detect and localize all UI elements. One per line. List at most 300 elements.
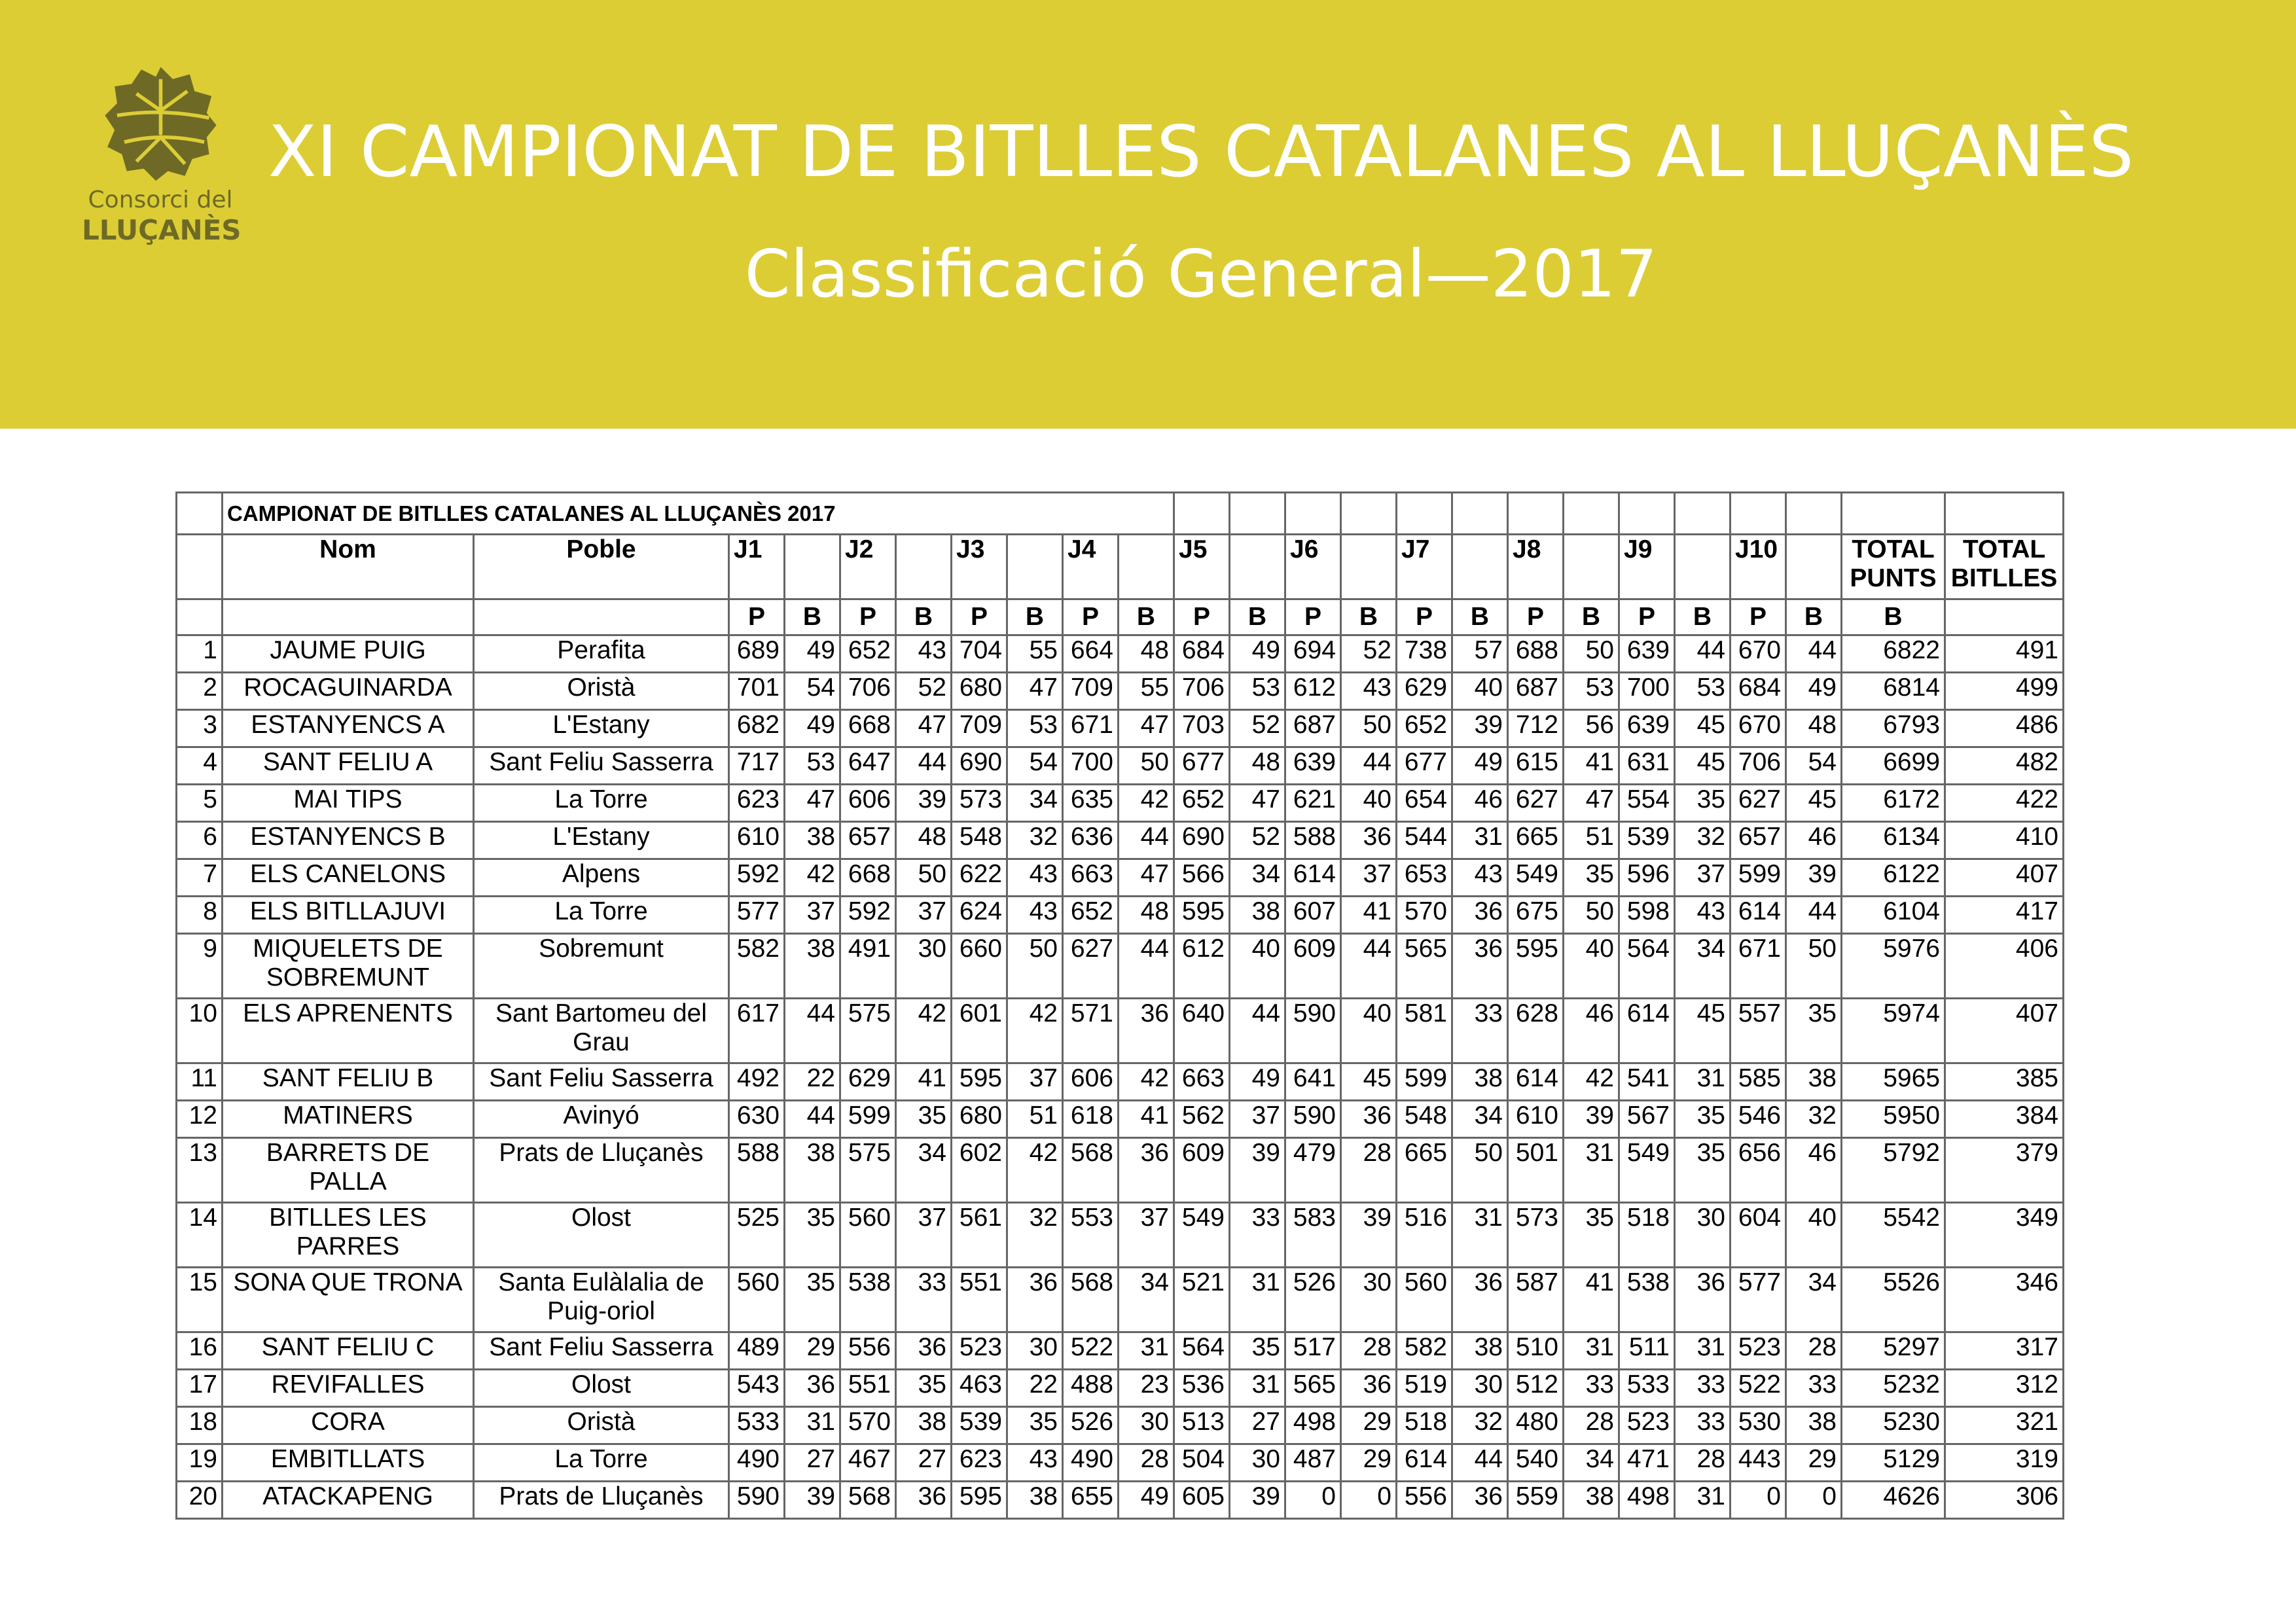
score-cell: 44 <box>1452 1444 1508 1482</box>
blank-cell <box>1842 493 1945 535</box>
score-cell: 36 <box>1675 1268 1731 1332</box>
score-cell: 623 <box>952 1444 1007 1482</box>
score-cell: 479 <box>1285 1138 1341 1203</box>
score-cell: 581 <box>1397 999 1452 1063</box>
score-cell: 40 <box>1786 1203 1842 1268</box>
score-cell: 47 <box>1119 710 1174 747</box>
total-bitlles-cell: 410 <box>1945 822 2064 859</box>
score-cell: 27 <box>785 1444 840 1482</box>
table-row <box>177 1203 2064 1268</box>
table-caption: CAMPIONAT DE BITLLES CATALANES AL LLUÇANÈS 2017 <box>223 493 1174 535</box>
table-row <box>177 934 2064 999</box>
score-cell: 548 <box>952 822 1007 859</box>
score-cell: 36 <box>1452 897 1508 934</box>
total-punts-cell: 5129 <box>1842 1444 1945 1482</box>
score-cell: 606 <box>840 785 896 822</box>
blank-cell <box>1397 493 1452 535</box>
score-cell: 556 <box>1397 1482 1452 1519</box>
team-name-cell: SONA QUE TRONA <box>223 1268 474 1332</box>
score-cell: 700 <box>1063 747 1119 785</box>
score-cell: 49 <box>1786 673 1842 710</box>
score-cell: 629 <box>840 1063 896 1101</box>
blank-cell <box>1786 535 1842 599</box>
score-cell: 41 <box>1341 897 1397 934</box>
blank-cell <box>1619 493 1675 535</box>
col-round: J7 <box>1397 535 1452 599</box>
score-cell: 37 <box>1007 1063 1063 1101</box>
sub-b: B <box>1786 599 1842 635</box>
score-cell: 53 <box>1230 673 1285 710</box>
score-cell: 575 <box>840 1138 896 1203</box>
score-cell: 40 <box>1230 934 1285 999</box>
score-cell: 41 <box>1564 1268 1619 1332</box>
total-punts-cell: 6699 <box>1842 747 1945 785</box>
score-cell: 660 <box>952 934 1007 999</box>
score-cell: 599 <box>1397 1063 1452 1101</box>
total-bitlles-cell: 422 <box>1945 785 2064 822</box>
logo-line1: Consorci del <box>88 187 233 213</box>
score-cell: 709 <box>1063 673 1119 710</box>
score-cell: 38 <box>1452 1063 1508 1101</box>
total-punts-cell: 5792 <box>1842 1138 1945 1203</box>
score-cell: 40 <box>1341 785 1397 822</box>
rank-cell: 12 <box>177 1101 223 1138</box>
score-cell: 682 <box>729 710 785 747</box>
logo-line2: LLUÇANÈS <box>82 214 242 246</box>
score-cell: 48 <box>1119 897 1174 934</box>
blank-cell <box>177 599 223 635</box>
score-cell: 480 <box>1508 1407 1564 1444</box>
score-cell: 39 <box>896 785 952 822</box>
team-name-cell: JAUME PUIG <box>223 635 474 673</box>
score-cell: 33 <box>1230 1203 1285 1268</box>
sub-p: P <box>1063 599 1119 635</box>
score-cell: 50 <box>1564 635 1619 673</box>
blank-cell <box>1452 535 1508 599</box>
score-cell: 627 <box>1063 934 1119 999</box>
total-punts-cell: 6822 <box>1842 635 1945 673</box>
score-cell: 44 <box>1675 635 1731 673</box>
score-cell: 48 <box>1119 635 1174 673</box>
score-cell: 590 <box>1285 999 1341 1063</box>
score-cell: 31 <box>1675 1063 1731 1101</box>
table-row <box>177 1444 2064 1482</box>
score-cell: 37 <box>1119 1203 1174 1268</box>
score-cell: 490 <box>1063 1444 1119 1482</box>
score-cell: 38 <box>896 1407 952 1444</box>
total-bitlles-cell: 317 <box>1945 1332 2064 1370</box>
total-bitlles-cell: 384 <box>1945 1101 2064 1138</box>
blank-cell <box>177 535 223 599</box>
sub-b: B <box>1452 599 1508 635</box>
score-cell: 39 <box>1786 859 1842 897</box>
score-cell: 671 <box>1063 710 1119 747</box>
score-cell: 595 <box>1174 897 1230 934</box>
score-cell: 605 <box>1174 1482 1230 1519</box>
score-cell: 551 <box>952 1268 1007 1332</box>
score-cell: 37 <box>1341 859 1397 897</box>
score-cell: 668 <box>840 859 896 897</box>
score-cell: 31 <box>1230 1268 1285 1332</box>
rank-cell: 2 <box>177 673 223 710</box>
table-row <box>177 1101 2064 1138</box>
score-cell: 35 <box>896 1370 952 1407</box>
score-cell: 671 <box>1731 934 1786 999</box>
town-cell: La Torre <box>474 897 729 934</box>
score-cell: 700 <box>1619 673 1675 710</box>
town-cell: Sant Feliu Sasserra <box>474 747 729 785</box>
score-cell: 516 <box>1397 1203 1452 1268</box>
col-round: J4 <box>1063 535 1119 599</box>
score-cell: 33 <box>1786 1370 1842 1407</box>
rank-cell: 13 <box>177 1138 223 1203</box>
score-cell: 50 <box>1564 897 1619 934</box>
blank-cell <box>1945 493 2064 535</box>
score-cell: 46 <box>1452 785 1508 822</box>
table-row <box>177 1482 2064 1519</box>
score-cell: 596 <box>1619 859 1675 897</box>
score-cell: 544 <box>1397 822 1452 859</box>
table-row <box>177 1332 2064 1370</box>
score-cell: 42 <box>1564 1063 1619 1101</box>
score-cell: 31 <box>1675 1332 1731 1370</box>
score-cell: 50 <box>1007 934 1063 999</box>
team-name-cell: MIQUELETS DE SOBREMUNT <box>223 934 474 999</box>
score-cell: 36 <box>896 1482 952 1519</box>
score-cell: 34 <box>1230 859 1285 897</box>
sub-b: B <box>785 599 840 635</box>
score-cell: 706 <box>1174 673 1230 710</box>
score-cell: 570 <box>1397 897 1452 934</box>
rank-cell: 20 <box>177 1482 223 1519</box>
score-cell: 471 <box>1619 1444 1675 1482</box>
score-cell: 627 <box>1508 785 1564 822</box>
score-cell: 28 <box>1341 1138 1397 1203</box>
score-cell: 607 <box>1285 897 1341 934</box>
score-cell: 590 <box>1285 1101 1341 1138</box>
caption-row <box>177 493 2064 535</box>
score-cell: 539 <box>1619 822 1675 859</box>
col-total-bitlles: TOTAL BITLLES <box>1945 535 2064 599</box>
score-cell: 40 <box>1341 999 1397 1063</box>
score-cell: 565 <box>1397 934 1452 999</box>
score-cell: 617 <box>729 999 785 1063</box>
score-cell: 52 <box>1341 635 1397 673</box>
score-cell: 52 <box>896 673 952 710</box>
score-cell: 498 <box>1619 1482 1675 1519</box>
score-cell: 488 <box>1063 1370 1119 1407</box>
score-cell: 519 <box>1397 1370 1452 1407</box>
score-cell: 36 <box>1007 1268 1063 1332</box>
score-cell: 556 <box>840 1332 896 1370</box>
score-cell: 624 <box>952 897 1007 934</box>
score-cell: 30 <box>1007 1332 1063 1370</box>
score-cell: 687 <box>1508 673 1564 710</box>
table-row <box>177 673 2064 710</box>
score-cell: 47 <box>1230 785 1285 822</box>
score-cell: 32 <box>1007 822 1063 859</box>
total-bitlles-cell: 482 <box>1945 747 2064 785</box>
score-cell: 31 <box>1230 1370 1285 1407</box>
table-row <box>177 1268 2064 1332</box>
score-cell: 49 <box>1452 747 1508 785</box>
score-cell: 549 <box>1619 1138 1675 1203</box>
score-cell: 39 <box>1230 1482 1285 1519</box>
score-cell: 652 <box>1063 897 1119 934</box>
score-cell: 30 <box>1230 1444 1285 1482</box>
blank-cell <box>1174 493 1230 535</box>
score-cell: 31 <box>1564 1332 1619 1370</box>
score-cell: 36 <box>1452 1482 1508 1519</box>
town-cell: Prats de Lluçanès <box>474 1138 729 1203</box>
score-cell: 28 <box>1119 1444 1174 1482</box>
score-cell: 49 <box>1230 1063 1285 1101</box>
score-cell: 601 <box>952 999 1007 1063</box>
score-cell: 690 <box>952 747 1007 785</box>
score-cell: 551 <box>840 1370 896 1407</box>
score-cell: 592 <box>840 897 896 934</box>
score-cell: 549 <box>1174 1203 1230 1268</box>
score-cell: 37 <box>1675 859 1731 897</box>
score-cell: 565 <box>1285 1370 1341 1407</box>
score-cell: 35 <box>1675 1138 1731 1203</box>
total-punts-cell: 6104 <box>1842 897 1945 934</box>
team-name-cell: BARRETS DE PALLA <box>223 1138 474 1203</box>
classification-table <box>175 491 2064 1520</box>
town-cell: Perafita <box>474 635 729 673</box>
score-cell: 573 <box>1508 1203 1564 1268</box>
score-cell: 54 <box>785 673 840 710</box>
score-cell: 612 <box>1174 934 1230 999</box>
score-cell: 560 <box>840 1203 896 1268</box>
total-bitlles-cell: 319 <box>1945 1444 2064 1482</box>
score-cell: 45 <box>1675 747 1731 785</box>
score-cell: 36 <box>1452 934 1508 999</box>
total-bitlles-cell: 499 <box>1945 673 2064 710</box>
score-cell: 49 <box>785 635 840 673</box>
blank-cell <box>1230 493 1285 535</box>
score-cell: 0 <box>1341 1482 1397 1519</box>
score-cell: 575 <box>840 999 896 1063</box>
blank-cell <box>785 535 840 599</box>
score-cell: 41 <box>1564 747 1619 785</box>
score-cell: 501 <box>1508 1138 1564 1203</box>
score-cell: 35 <box>1007 1407 1063 1444</box>
score-cell: 34 <box>1007 785 1063 822</box>
score-cell: 50 <box>1452 1138 1508 1203</box>
score-cell: 614 <box>1508 1063 1564 1101</box>
score-cell: 52 <box>1230 710 1285 747</box>
score-cell: 33 <box>896 1268 952 1332</box>
score-cell: 487 <box>1285 1444 1341 1482</box>
score-cell: 582 <box>1397 1332 1452 1370</box>
total-bitlles-cell: 379 <box>1945 1138 2064 1203</box>
total-bitlles-cell: 321 <box>1945 1407 2064 1444</box>
score-cell: 53 <box>785 747 840 785</box>
score-cell: 703 <box>1174 710 1230 747</box>
score-cell: 50 <box>1341 710 1397 747</box>
score-cell: 43 <box>1007 1444 1063 1482</box>
page-subtitle: Classificació General—2017 <box>744 236 1658 312</box>
score-cell: 36 <box>1341 1370 1397 1407</box>
score-cell: 595 <box>952 1063 1007 1101</box>
score-cell: 28 <box>1341 1332 1397 1370</box>
rank-cell: 7 <box>177 859 223 897</box>
town-cell: Oristà <box>474 673 729 710</box>
blank-cell <box>1786 493 1842 535</box>
total-punts-cell: 6172 <box>1842 785 1945 822</box>
score-cell: 538 <box>840 1268 896 1332</box>
score-cell: 46 <box>1564 999 1619 1063</box>
table-row <box>177 1138 2064 1203</box>
score-cell: 588 <box>729 1138 785 1203</box>
team-name-cell: ELS CANELONS <box>223 859 474 897</box>
town-cell: Alpens <box>474 859 729 897</box>
score-cell: 704 <box>952 635 1007 673</box>
score-cell: 536 <box>1174 1370 1230 1407</box>
score-cell: 36 <box>785 1370 840 1407</box>
team-name-cell: ESTANYENCS A <box>223 710 474 747</box>
score-cell: 641 <box>1285 1063 1341 1101</box>
score-cell: 570 <box>840 1407 896 1444</box>
blank-cell <box>1007 535 1063 599</box>
score-cell: 38 <box>785 1138 840 1203</box>
total-punts-cell: 5230 <box>1842 1407 1945 1444</box>
town-cell: Olost <box>474 1203 729 1268</box>
score-cell: 622 <box>952 859 1007 897</box>
score-cell: 533 <box>1619 1370 1675 1407</box>
score-cell: 48 <box>1786 710 1842 747</box>
score-cell: 522 <box>1063 1332 1119 1370</box>
sub-p: P <box>1174 599 1230 635</box>
rank-cell: 11 <box>177 1063 223 1101</box>
score-cell: 53 <box>1675 673 1731 710</box>
team-name-cell: ESTANYENCS B <box>223 822 474 859</box>
table-row <box>177 999 2064 1063</box>
score-cell: 623 <box>729 785 785 822</box>
score-cell: 582 <box>729 934 785 999</box>
score-cell: 42 <box>1007 1138 1063 1203</box>
score-cell: 701 <box>729 673 785 710</box>
score-cell: 40 <box>1452 673 1508 710</box>
score-cell: 517 <box>1285 1332 1341 1370</box>
score-cell: 38 <box>1786 1063 1842 1101</box>
town-cell: Sobremunt <box>474 934 729 999</box>
sub-b: B <box>1119 599 1174 635</box>
rank-cell: 9 <box>177 934 223 999</box>
total-punts-cell: 6814 <box>1842 673 1945 710</box>
total-bitlles-cell: 306 <box>1945 1482 2064 1519</box>
score-cell: 614 <box>1397 1444 1452 1482</box>
score-cell: 36 <box>1452 1268 1508 1332</box>
score-cell: 738 <box>1397 635 1452 673</box>
score-cell: 665 <box>1508 822 1564 859</box>
score-cell: 717 <box>729 747 785 785</box>
score-cell: 32 <box>1007 1203 1063 1268</box>
score-cell: 44 <box>1786 635 1842 673</box>
score-cell: 43 <box>896 635 952 673</box>
score-cell: 567 <box>1619 1101 1675 1138</box>
score-cell: 614 <box>1619 999 1675 1063</box>
score-cell: 31 <box>785 1407 840 1444</box>
col-round: J8 <box>1508 535 1564 599</box>
score-cell: 512 <box>1508 1370 1564 1407</box>
score-cell: 45 <box>1675 710 1731 747</box>
score-cell: 28 <box>1786 1332 1842 1370</box>
score-cell: 27 <box>896 1444 952 1482</box>
score-cell: 525 <box>729 1203 785 1268</box>
score-cell: 523 <box>1731 1332 1786 1370</box>
score-cell: 677 <box>1397 747 1452 785</box>
rank-cell: 8 <box>177 897 223 934</box>
team-name-cell: SANT FELIU B <box>223 1063 474 1101</box>
team-name-cell: EMBITLLATS <box>223 1444 474 1482</box>
score-cell: 35 <box>785 1203 840 1268</box>
score-cell: 553 <box>1063 1203 1119 1268</box>
rank-cell: 16 <box>177 1332 223 1370</box>
score-cell: 23 <box>1119 1370 1174 1407</box>
score-cell: 518 <box>1397 1407 1452 1444</box>
col-round: J3 <box>952 535 1007 599</box>
score-cell: 39 <box>1452 710 1508 747</box>
total-punts-cell: 5232 <box>1842 1370 1945 1407</box>
score-cell: 44 <box>1341 934 1397 999</box>
sub-b: B <box>1675 599 1731 635</box>
sub-b: B <box>1230 599 1285 635</box>
score-cell: 492 <box>729 1063 785 1101</box>
score-cell: 46 <box>1786 1138 1842 1203</box>
score-cell: 498 <box>1285 1407 1341 1444</box>
score-cell: 577 <box>729 897 785 934</box>
score-cell: 38 <box>1564 1482 1619 1519</box>
score-cell: 663 <box>1174 1063 1230 1101</box>
score-cell: 599 <box>840 1101 896 1138</box>
score-cell: 29 <box>1341 1444 1397 1482</box>
blank-cell <box>1230 535 1285 599</box>
score-cell: 652 <box>840 635 896 673</box>
score-cell: 38 <box>1452 1332 1508 1370</box>
sub-b: B <box>1341 599 1397 635</box>
score-cell: 33 <box>1675 1407 1731 1444</box>
team-name-cell: ATACKAPENG <box>223 1482 474 1519</box>
score-cell: 670 <box>1731 635 1786 673</box>
score-cell: 610 <box>729 822 785 859</box>
score-cell: 585 <box>1731 1063 1786 1101</box>
blank-cell <box>1508 493 1564 535</box>
score-cell: 640 <box>1174 999 1230 1063</box>
header-row <box>177 535 2064 599</box>
score-cell: 29 <box>785 1332 840 1370</box>
score-cell: 34 <box>896 1138 952 1203</box>
col-round: J1 <box>729 535 785 599</box>
score-cell: 35 <box>1675 785 1731 822</box>
score-cell: 604 <box>1731 1203 1786 1268</box>
score-cell: 712 <box>1508 710 1564 747</box>
score-cell: 28 <box>1675 1444 1731 1482</box>
score-cell: 615 <box>1508 747 1564 785</box>
score-cell: 38 <box>1786 1407 1842 1444</box>
town-cell: L'Estany <box>474 822 729 859</box>
score-cell: 38 <box>785 822 840 859</box>
score-cell: 42 <box>1119 785 1174 822</box>
score-cell: 654 <box>1397 785 1452 822</box>
score-cell: 610 <box>1508 1101 1564 1138</box>
town-cell: La Torre <box>474 1444 729 1482</box>
score-cell: 39 <box>1564 1101 1619 1138</box>
score-cell: 32 <box>1675 822 1731 859</box>
score-cell: 45 <box>1786 785 1842 822</box>
score-cell: 47 <box>1007 673 1063 710</box>
